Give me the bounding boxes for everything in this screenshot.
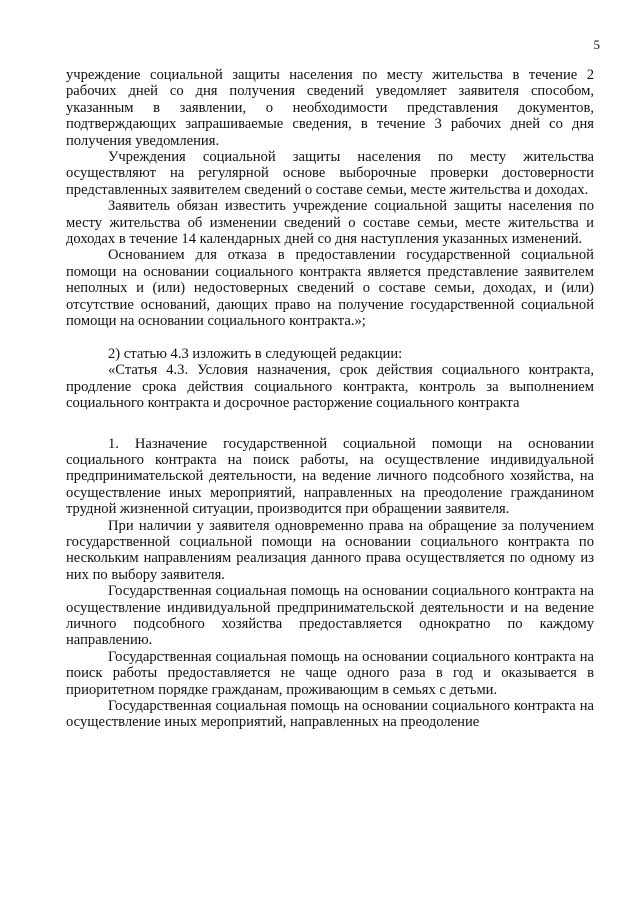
- page-number: 5: [593, 37, 600, 52]
- paragraph-entrepreneurship: Государственная социальная помощь на основании социального контракта на осуществление индивидуальной предпринимательской деятельности и на ведение личного подсобного хозяйства предоставляется однократно по каждому направлению.: [66, 583, 594, 649]
- paragraph-verification: Учреждения социальной защиты населения по месту жительства осуществляют на регулярной основе выборочные проверки достоверности представленных заявителем сведений о составе семьи, месте жительства и доходах.: [66, 149, 594, 198]
- paragraph-clause-1: 1. Назначение государственной социальной помощи на основании социального контракта на поиск работы, на осуществление индивидуальной предпринимательской деятельности, на ведение личного подсобного хозяйства, на осуществление иных мероприятий, направленных на преодоление гражданином трудной жизненной ситуации, производится при обращении заявителя.: [66, 435, 594, 518]
- paragraph-continuation: учреждение социальной защиты населения по месту жительства в течение 2 рабочих дней со дня получения сведений уведомляет заявителя способом, указанным в заявлении, о необходимости представления документов, подтверждающих запрашиваемые сведения, в течение 3 рабочих дней со дня получения уведомления.: [66, 67, 594, 149]
- paragraph-amendment-item: 2) статью 4.3 изложить в следующей редакции:: [108, 345, 403, 362]
- paragraph-job-search: Государственная социальная помощь на основании социального контракта на поиск работы предоставляется не чаще одного раза в год и оказывается в приоритетном порядке гражданам, проживающим в семьях с детьми.: [66, 648, 594, 698]
- paragraph-multiple-directions: При наличии у заявителя одновременно права на обращение за получением государственной социальной помощи на основании социального контракта по нескольким направлениям реализация данного права осуществляется по одному из них по выбору заявителя.: [66, 517, 594, 583]
- paragraph-notification-duty: Заявитель обязан известить учреждение социальной защиты населения по месту жительства об изменении сведений о составе семьи, месте жительства и доходах в течение 14 календарных дней со дня наступления указанных изменений.: [66, 198, 594, 248]
- article-heading: «Статья 4.3. Условия назначения, срок действия социального контракта, продление срока действия социального контракта, контроль за выполнением социального контракта и досрочное расторжение социального контракта: [66, 362, 594, 412]
- paragraph-other-measures: Государственная социальная помощь на основании социального контракта на осуществление иных мероприятий, направленных на преодоление: [66, 698, 594, 731]
- paragraph-refusal-grounds: Основанием для отказа в предоставлении государственной социальной помощи на основании социального контракта является представление заявителем неполных и (или) недостоверных сведений о составе семьи, доходах, и (или) отсутствие оснований, дающих право на получение государственной социальной помощи на основании социального контракта.»;: [66, 247, 594, 330]
- document-body: [66, 67, 594, 731]
